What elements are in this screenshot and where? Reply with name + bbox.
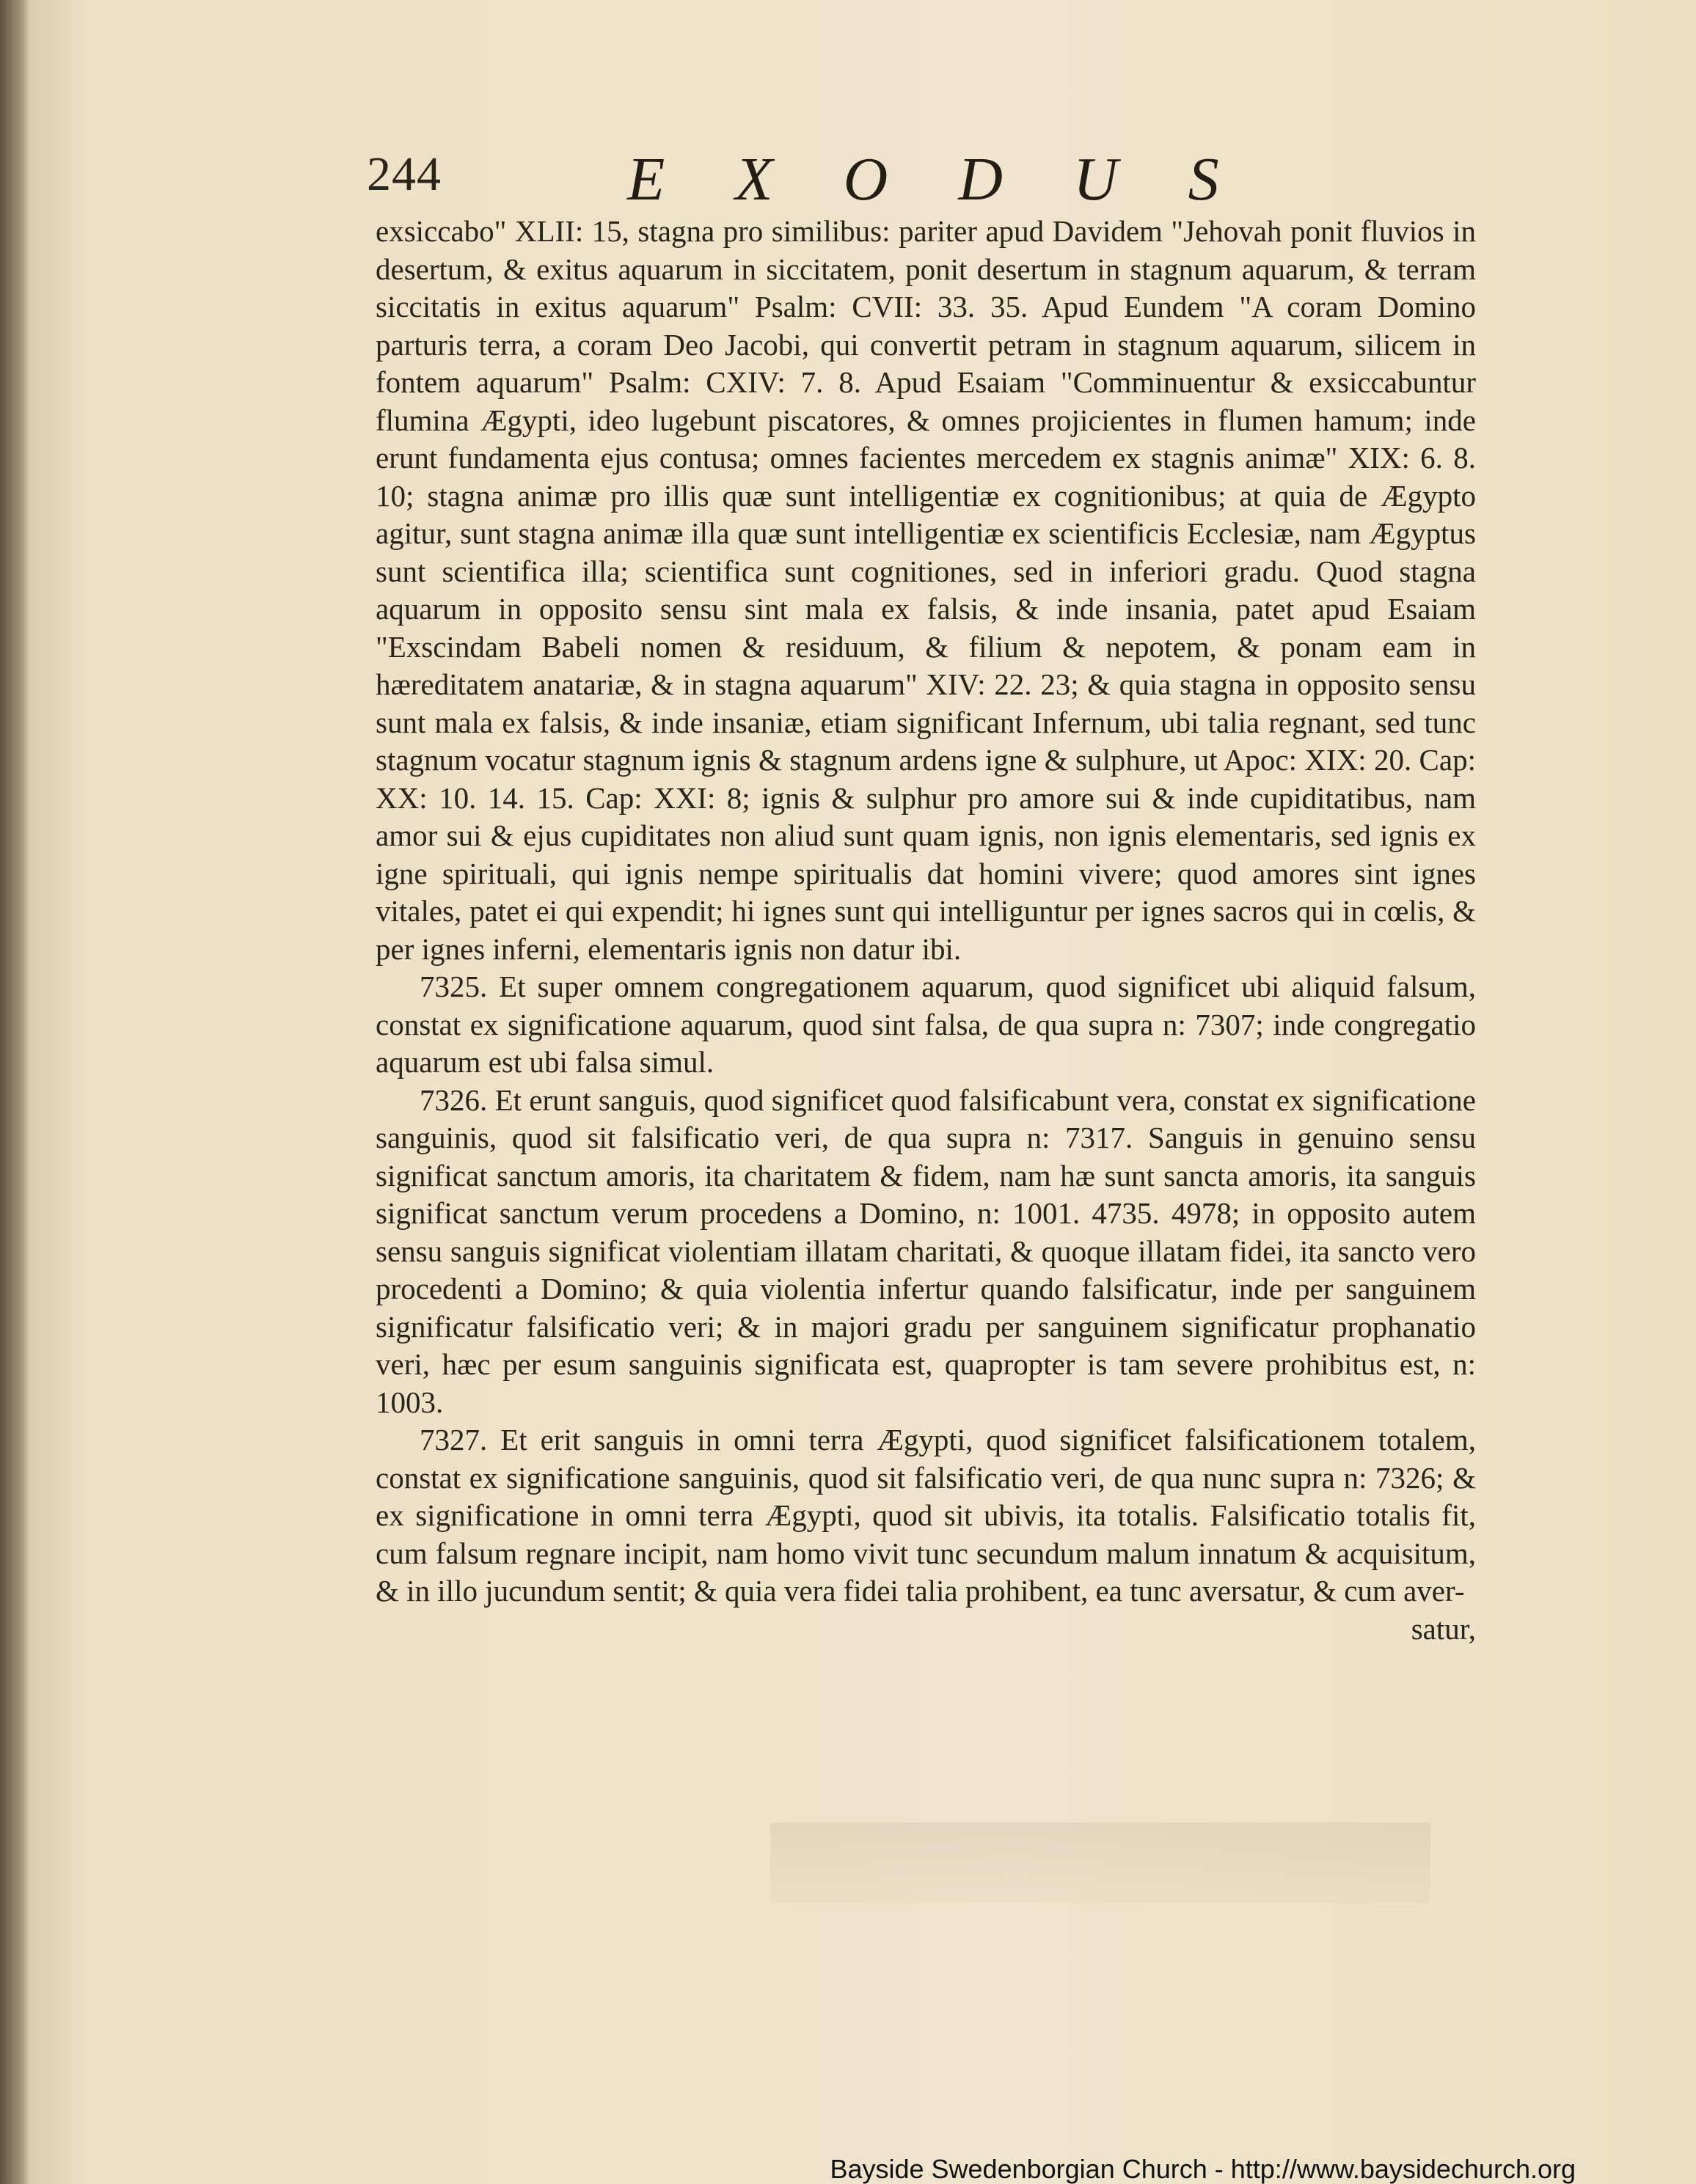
page-header [367, 147, 1496, 220]
continuation-paragraph: exsiccabo" XLII: 15, stagna pro similibus: pariter apud Davidem "Jehovah ponit fluvios in desertum, & exitus aquarum in siccitatem, ponit desertum in stagnum aquarum, & terram siccitatis in exitus aquarum" Psalm: CVII: 33. 35. Apud Eundem "A coram Domino parturis terra, a coram Deo Jacobi, qui convertit petram in stagnum aquarum, silicem in fontem aquarum" Psalm: CXIV: 7. 8. Apud Esaiam "Comminuentur & exsiccabuntur flumina Ægypti, ideo lugebunt piscatores, & omnes projicientes in flumen hamum; inde erunt fundamenta ejus contusa; omnes facientes mercedem ex stagnis animæ" XIX: 6. 8. 10; stagna animæ pro illis quæ sunt intelligentiæ ex cognitionibus; at quia de Ægypto agitur, sunt stagna animæ illa quæ sunt intelligentiæ ex scientificis Ecclesiæ, nam Ægyptus sunt scientifica illa; scientifica sunt cognitiones, sed in inferiori gradu. Quod stagna aquarum in opposito sensu sint mala ex falsis, & inde insania, patet apud Esaiam "Exscindam Babeli nomen & residuum, & filium & nepotem, & ponam eam in hæreditatem anatariæ, & in stagna aquarum" XIV: 22. 23; & quia stagna in opposito sensu sunt mala ex falsis, & inde insaniæ, etiam significant Infernum, ubi talia regnant, sed tunc stagnum vocatur stagnum ignis & stagnum ardens igne & sulphure, ut Apoc: XIX: 20. Cap: XX: 10. 14. 15. Cap: XXI: 8; ignis & sulphur pro amore sui & inde cupiditatibus, nam amor sui & ejus cupiditates non aliud sunt quam ignis, non ignis elementaris, sed ignis ex igne spirituali, qui ignis nempe spiritualis dat homini vivere; quod amores sint ignes vitales, patet ei qui expendit; hi ignes sunt qui intelliguntur per ignes sacros qui in cœlis, & per ignes inferni, elementaris ignis non datur ibi. [376, 214, 1476, 966]
paragraph-7326: 7326. Et erunt sanguis, quod significet quod falsificabunt vera, constat ex significatione sanguinis, quod sit falsificatio veri, de qua supra n: 7317. Sanguis in genuino sensu significat sanctum amoris, ita charitatem & fidem, nam hæ sunt sancta amoris, ita sanguis significat sanctum verum procedens a Domino, n: 1001. 4735. 4978; in opposito autem sensu sanguis significat violentiam illatam charitati, & quoque illatam fidei, ita sancto vero procedenti a Domino; & quia violentia infertur quando falsificatur, inde per sanguinem significatur falsificatio veri; & in majori gradu per sanguinem significatur prophanatio veri, hæc per esum sanguinis significata est, quapropter is tam severe prohibitus est, n: 1003. [376, 1082, 1476, 1419]
watermark-link: Bayside Swedenborgian Church - http://www.baysidechurch.org [830, 2154, 1576, 2184]
running-title: EXODUS [627, 145, 1290, 213]
show-through-shadow [770, 1822, 1430, 1903]
paragraph-7327: 7327. Et erit sanguis in omni terra Ægypti, quod significet falsificationem totalem, constat ex significatione sanguinis, quod sit falsificatio veri, de qua nunc supra n: 7326; & ex significatione in omni terra Ægypti, quod sit ubivis, ita totalis. Falsificatio totalis fit, cum falsum regnare incipit, nam homo vivit tunc secundum malum innatum & acquisitum, & in illo jucundum sentit; & quia vera fidei talia prohibent, ea tunc aversatur, & cum aver- [376, 1423, 1476, 1608]
page-gutter [0, 0, 29, 2184]
page-number: 244 [367, 147, 442, 201]
paragraph-7325: 7325. Et super omnem congregationem aquarum, quod significet ubi aliquid falsum, constat ex significatione aquarum, quod sint falsa, de qua supra n: 7307; inde congregatio aquarum est ubi falsa simul. [376, 970, 1476, 1079]
catchword: satur, [1411, 1611, 1476, 1646]
body-text [376, 213, 1476, 1648]
